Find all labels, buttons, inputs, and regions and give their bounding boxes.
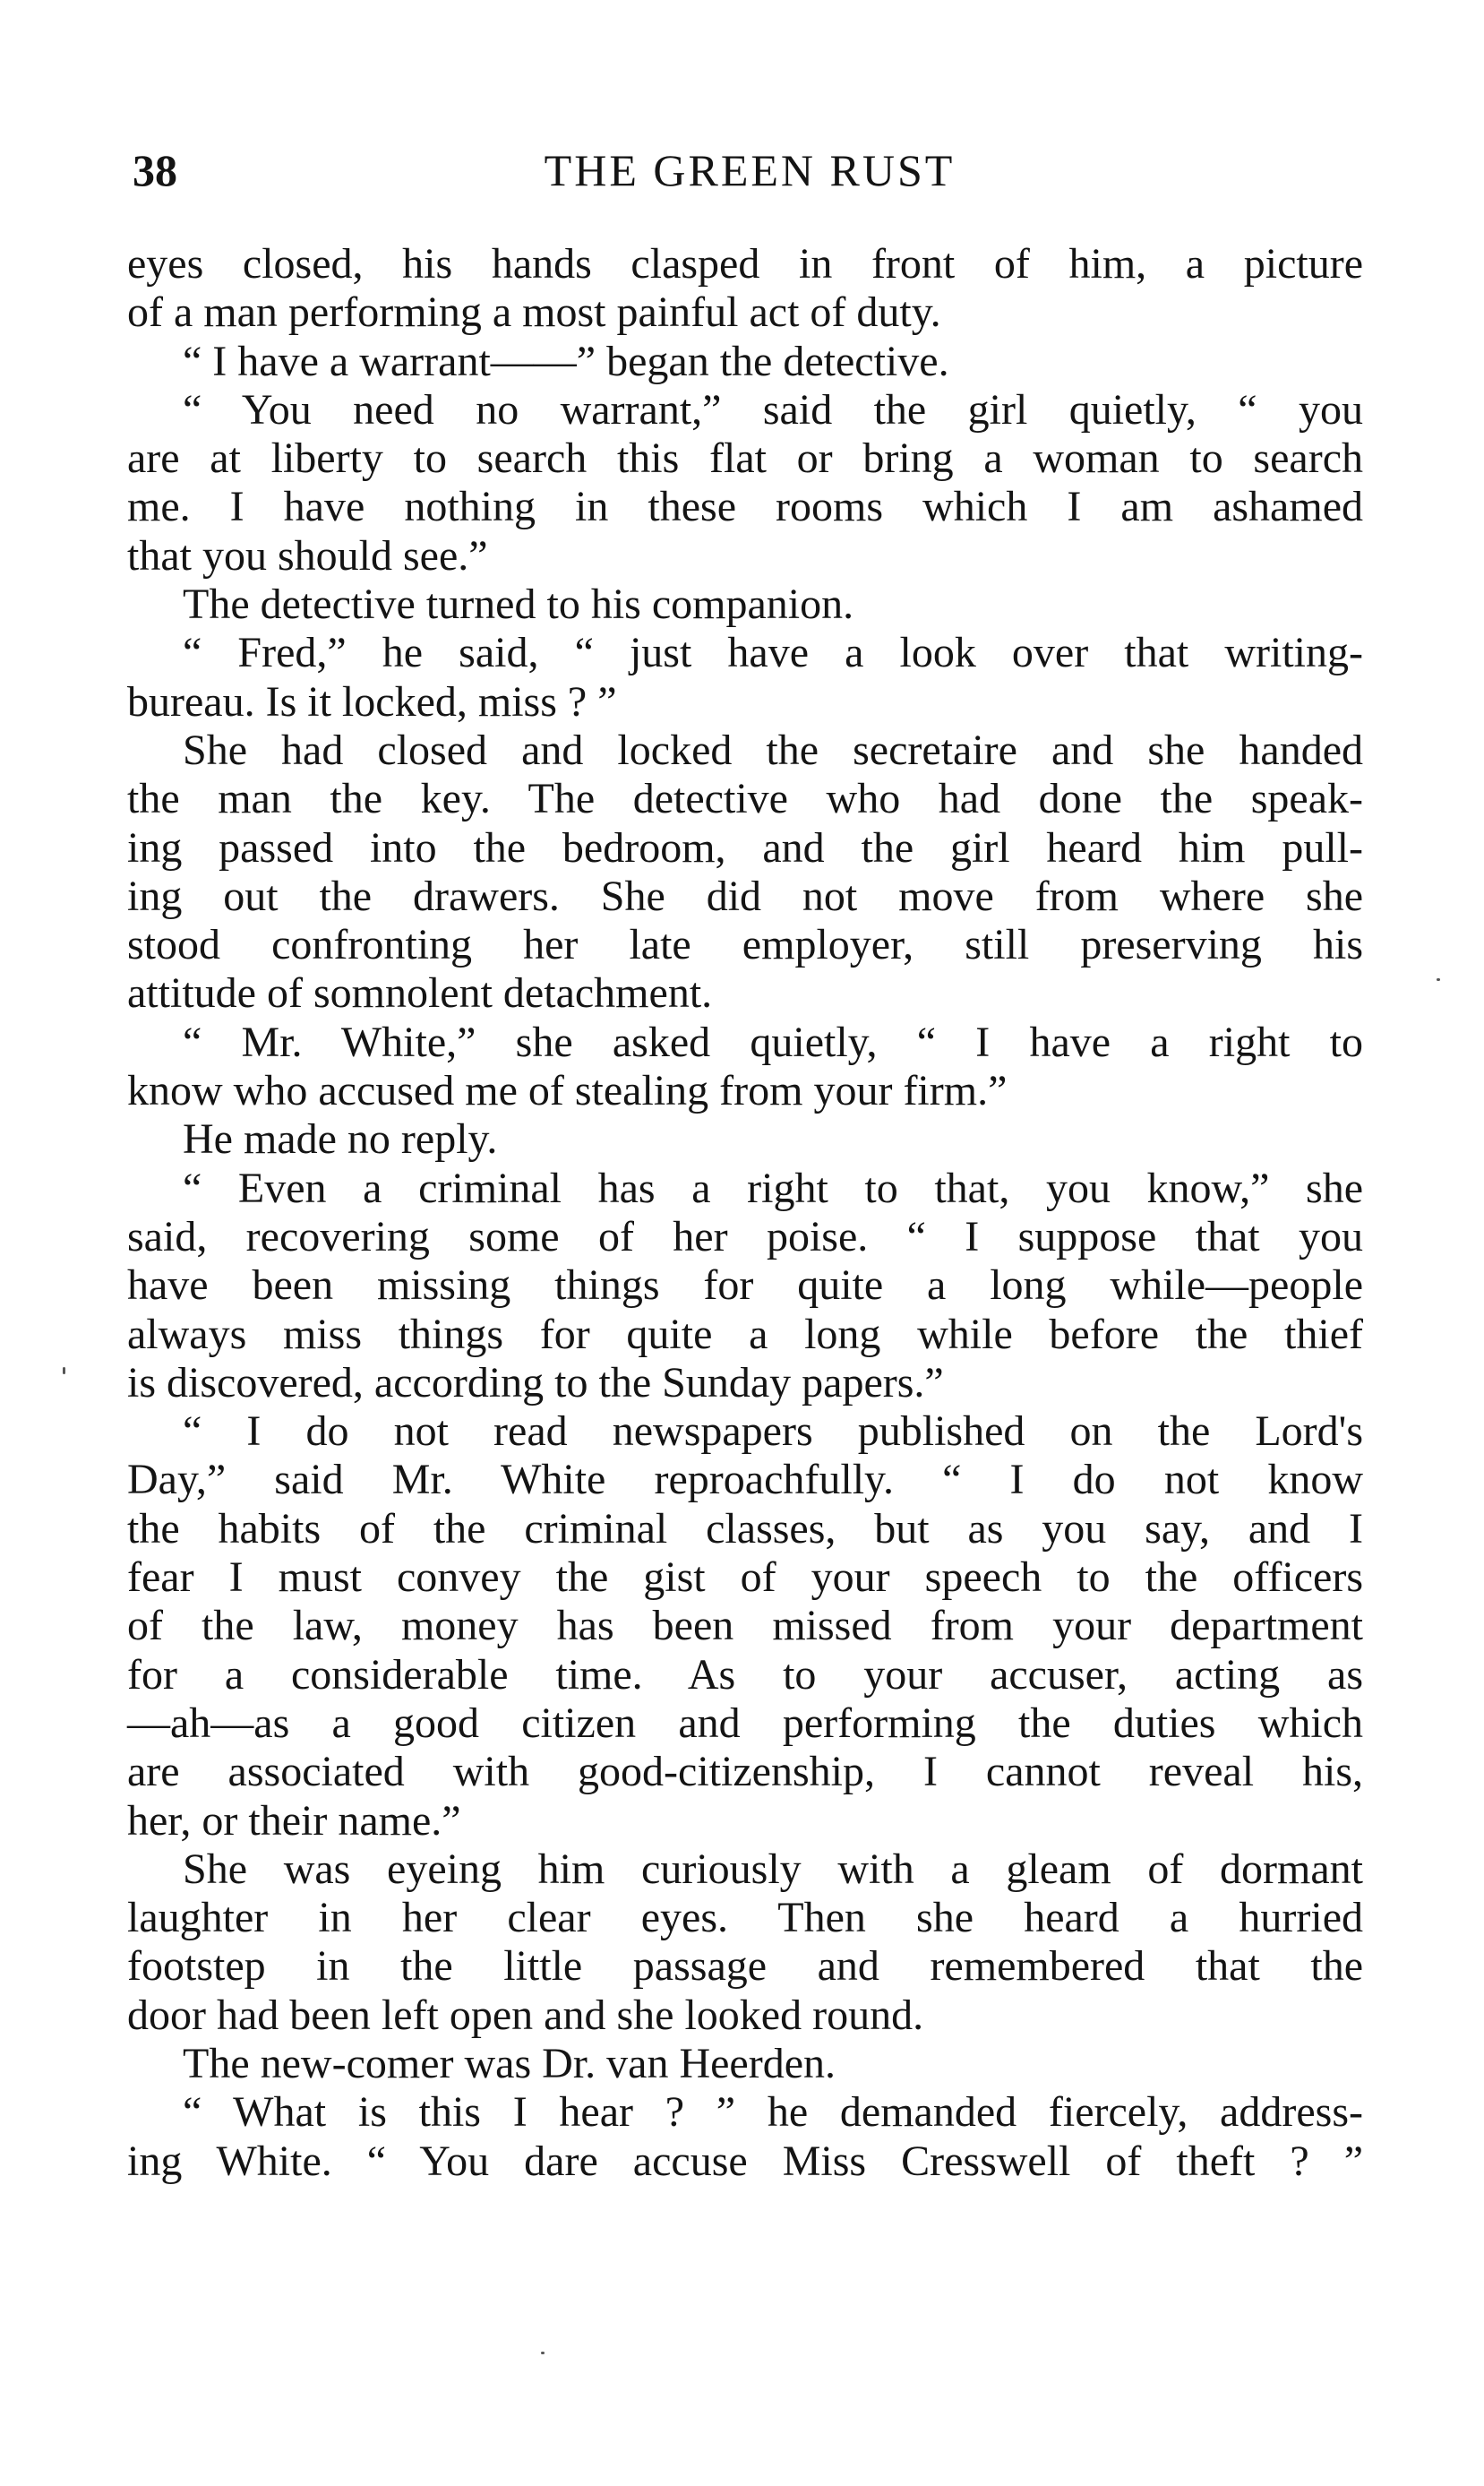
text-line: footstep in the little passage and remembered that the (127, 1942, 1363, 1991)
text-line: “ Mr. White,” she asked quietly, “ I have a right to (183, 1018, 1363, 1066)
scan-speck (63, 1367, 65, 1374)
text-line: fear I must convey the gist of your speech to the officers (127, 1553, 1363, 1602)
text-line: “ What is this I hear ? ” he demanded fiercely, address- (183, 2088, 1363, 2137)
scan-speck (541, 2352, 545, 2354)
text-line: eyes closed, his hands clasped in front of him, a picture (127, 240, 1363, 288)
text-line: is discovered, according to the Sunday papers.” (127, 1358, 944, 1406)
text-line: the man the key. The detective who had done the speak- (127, 775, 1363, 823)
text-line: “ Fred,” he said, “ just have a look over that writing- (183, 629, 1363, 677)
text-line: stood confronting her late employer, still preserving his (127, 921, 1363, 969)
text-line: The new-comer was Dr. van Heerden. (183, 2039, 836, 2087)
page-number: 38 (133, 145, 177, 195)
text-line: “ Even a criminal has a right to that, you know,” she (183, 1164, 1363, 1212)
text-line: said, recovering some of her poise. “ I suppose that you (127, 1212, 1363, 1260)
text-line: —ah—as a good citizen and performing the duties which (127, 1699, 1363, 1747)
text-line: ing White. “ You dare accuse Miss Cresswell of theft ? ” (127, 2137, 1363, 2185)
text-line: bureau. Is it locked, miss ? ” (127, 677, 617, 726)
text-line: her, or their name.” (127, 1796, 461, 1845)
text-line: always miss things for quite a long while before the thief (127, 1310, 1363, 1358)
text-line: door had been left open and she looked round. (127, 1991, 924, 2039)
text-line: are at liberty to search this flat or bring a woman to search (127, 434, 1363, 483)
text-line: the habits of the criminal classes, but as you say, and I (127, 1504, 1363, 1553)
text-line: of a man performing a most painful act of duty. (127, 288, 941, 337)
text-line: She was eyeing him curiously with a gleam of dormant (183, 1845, 1363, 1893)
text-line: “ You need no warrant,” said the girl quietly, “ you (183, 385, 1363, 434)
body-text (127, 240, 1363, 2186)
text-line: attitude of somnolent detachment. (127, 969, 713, 1018)
text-line: that you should see.” (127, 531, 488, 580)
text-line: He made no reply. (183, 1115, 498, 1164)
text-line: Day,” said Mr. White reproachfully. “ I do not know (127, 1456, 1363, 1504)
scan-speck (1437, 978, 1440, 981)
text-line: ing passed into the bedroom, and the girl heard him pull- (127, 823, 1363, 872)
text-line: “ I do not read newspapers published on the Lord's (183, 1407, 1363, 1456)
text-line: The detective turned to his companion. (183, 581, 854, 629)
text-line: me. I have nothing in these rooms which I am ashamed (127, 483, 1363, 531)
text-line: for a considerable time. As to your accuser, acting as (127, 1650, 1363, 1699)
text-line: know who accused me of stealing from your firm.” (127, 1067, 1008, 1115)
text-line: “ I have a warrant——” began the detective. (183, 337, 949, 385)
text-line: ing out the drawers. She did not move from where she (127, 872, 1363, 920)
text-line: are associated with good-citizenship, I cannot reveal his, (127, 1748, 1363, 1796)
running-title: THE GREEN RUST (544, 145, 956, 195)
page-header (133, 139, 1367, 202)
text-line: She had closed and locked the secretaire and she handed (183, 726, 1363, 774)
text-line: have been missing things for quite a long while—people (127, 1261, 1363, 1310)
text-line: laughter in her clear eyes. Then she heard a hurried (127, 1894, 1363, 1942)
text-line: of the law, money has been missed from your department (127, 1602, 1363, 1650)
